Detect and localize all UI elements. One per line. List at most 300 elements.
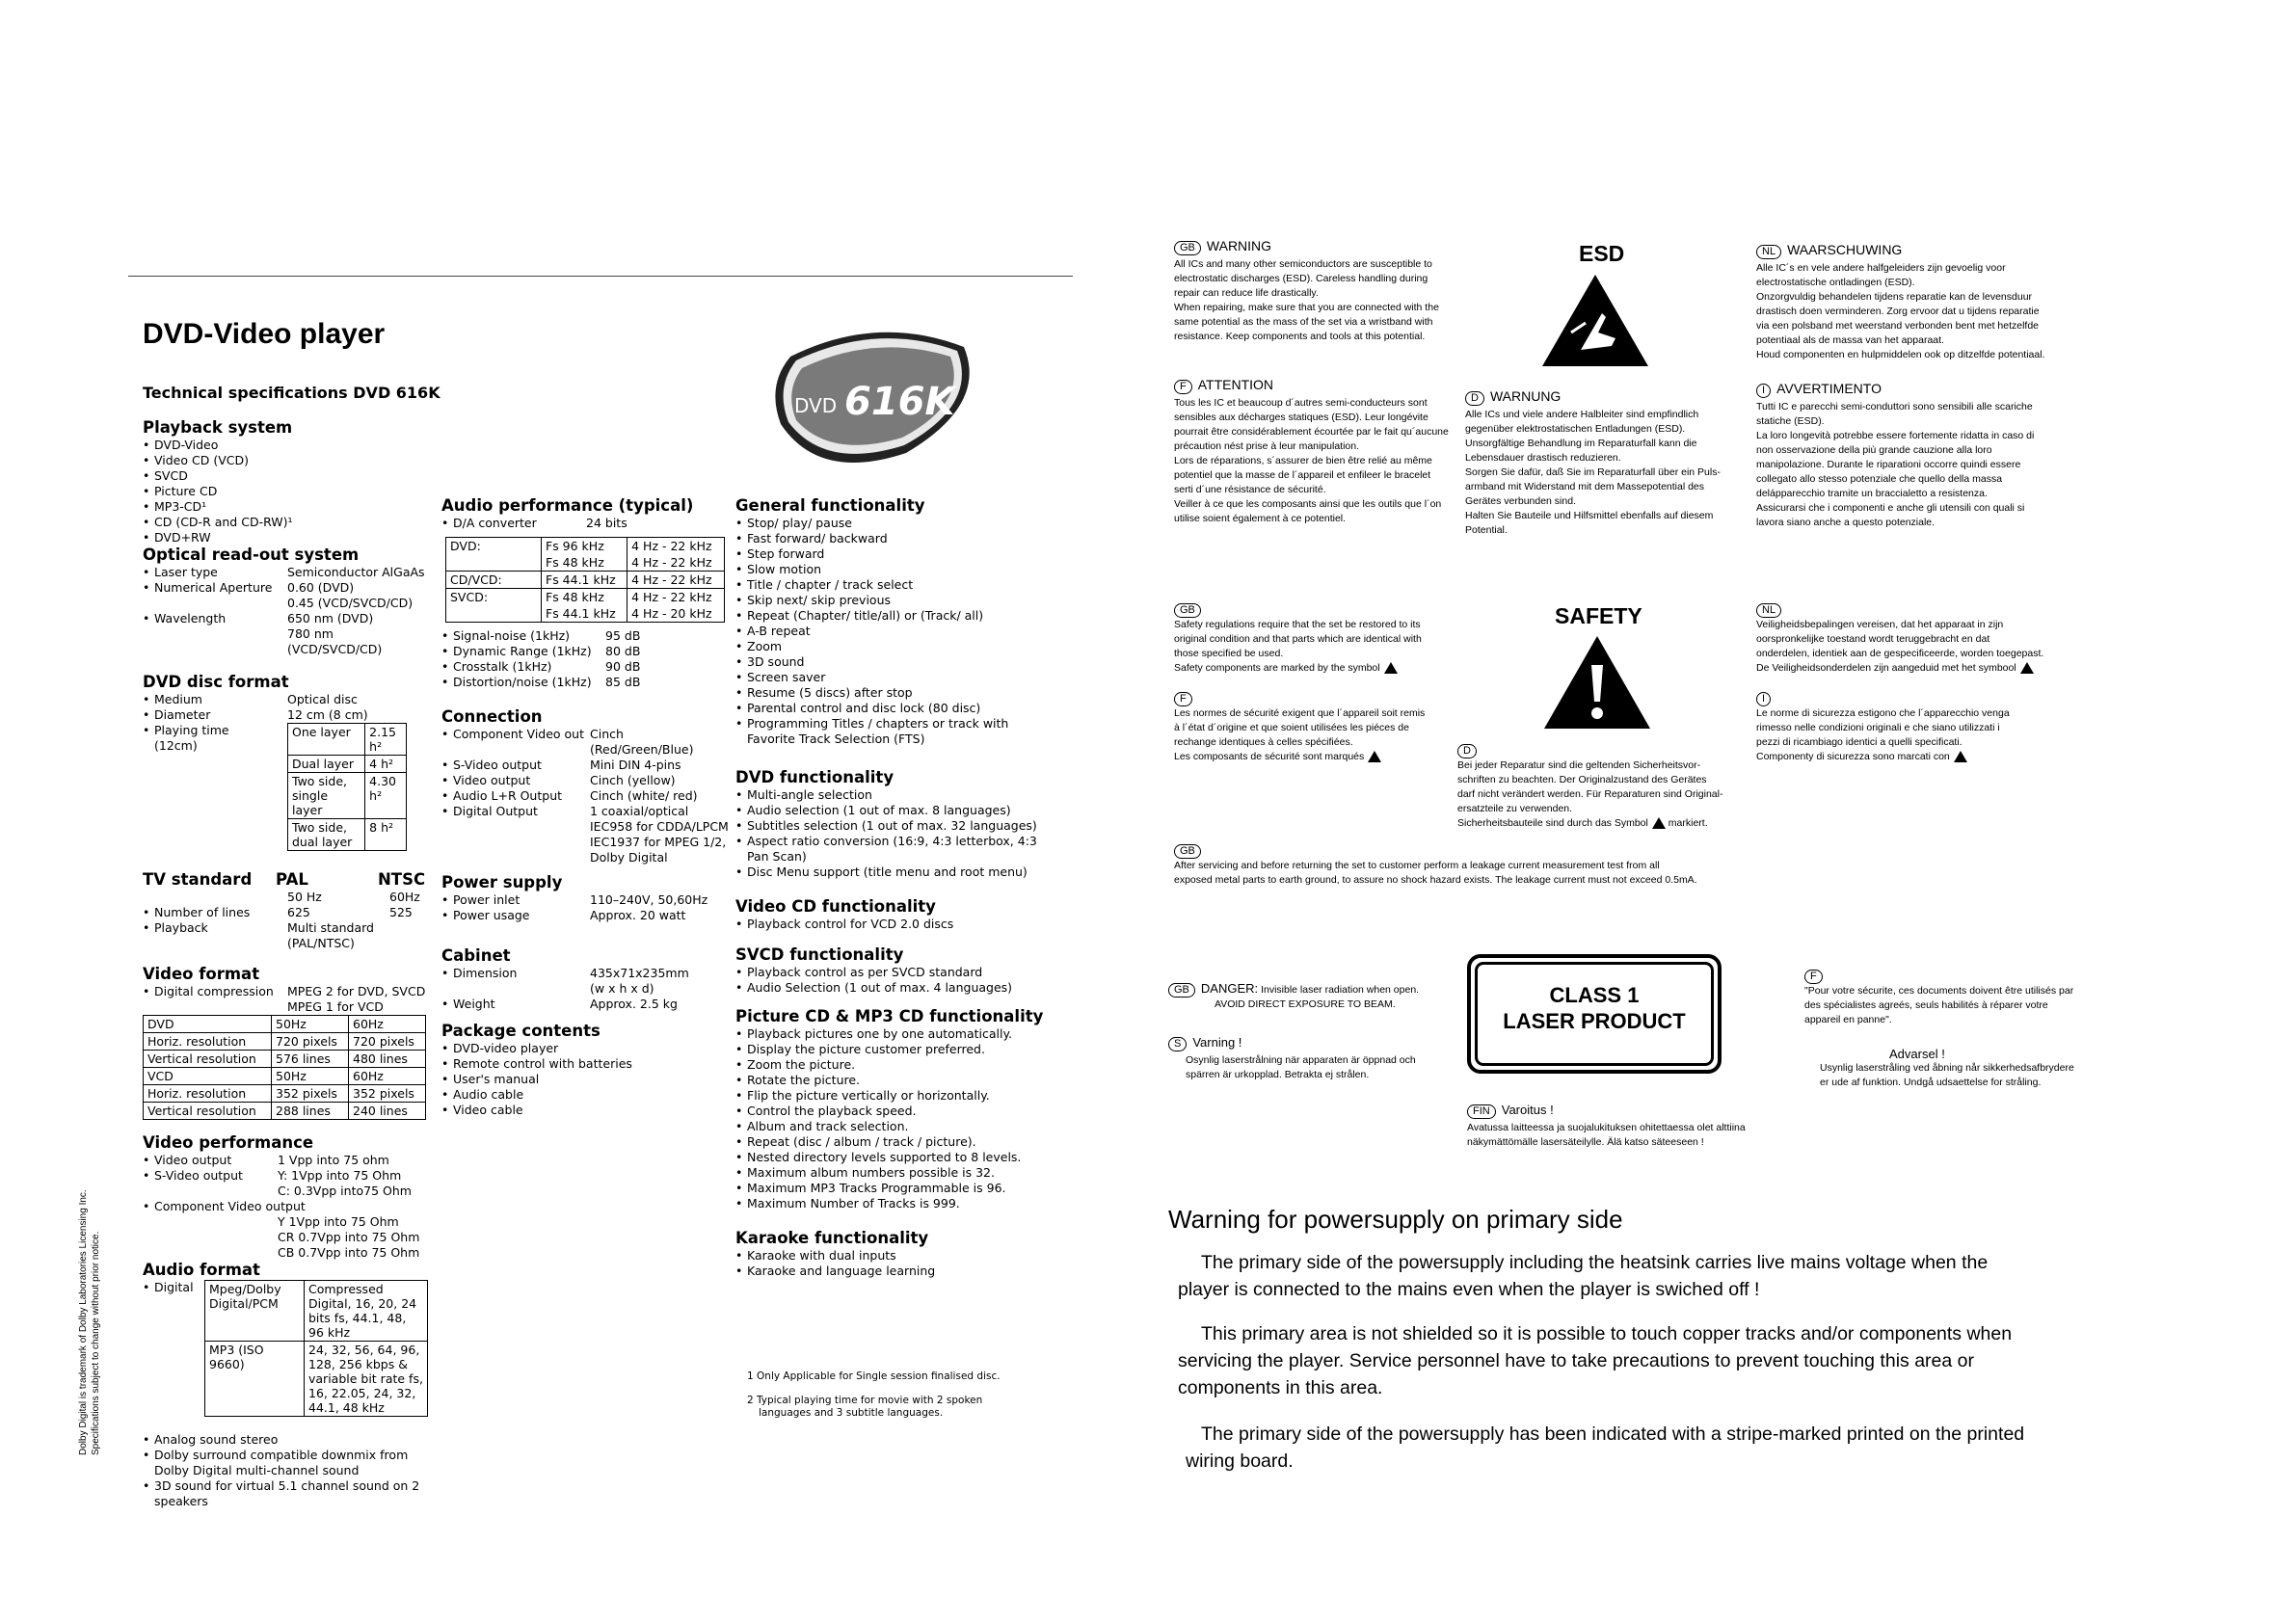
list-item [441,628,731,644]
table-cell: 60Hz [349,1016,426,1033]
footnote-1: 1 Only Applicable for Single session finalised disc. [747,1370,1001,1382]
list-item: • Repeat (disc / album / track / picture). [735,1134,1044,1150]
list-item [143,580,432,596]
text-line: oorspronkelijke toestand wordt teruggebracht en dat [1756,633,1990,645]
text-line: Veiligheidsbepalingen vereisen, dat het apparaat in zijn [1756,619,2004,630]
lang-badge: F [1174,380,1192,394]
text-line: onderdelen, identiek aan de gespecificeerde, worden toegepast. [1756,648,2044,659]
text-line: darf nicht verändert werden. Für Reparaturen sind Original- [1457,788,1723,800]
list-item: • 3D sound [735,654,1044,670]
list-item [441,804,731,819]
middle-column [441,496,731,1118]
warning-header [1804,970,2113,984]
lang-badge: GB [1174,603,1201,618]
audio-format-heading: Audio format [143,1261,260,1279]
spec-value: CR 0.7Vpp into 75 Ohm [278,1230,420,1244]
spec-value: Y 1Vpp into 75 Ohm [278,1214,399,1229]
table-row [144,1051,426,1068]
disc-heading: DVD disc format [143,673,289,691]
text-line: Houd componenten en hulpmiddelen ook op ditzelfde potentiaal. [1756,349,2045,360]
list-item: • Rotate the picture. [735,1073,1044,1088]
text-line: drastisch doen verminderen. Zorg ervoor dat u tijdens reparatie [1756,306,2040,317]
playing-time-table [287,723,407,851]
list-item: • CD (CD-R and CD-RW)¹ [143,515,432,530]
list-item: • 3D sound for virtual 5.1 channel sound on 2 speakers [143,1478,432,1509]
table-cell: Two side, single layer [288,773,365,819]
list-item: • User's manual [441,1072,731,1087]
spec-key: • Video output [453,773,531,787]
spec-key: • Digital compression [154,984,274,998]
optical-heading: Optical read-out system [143,545,360,564]
text-line: player is connected to the mains even when the player is swiched off ! [1178,1279,1760,1300]
text-line: resistance. Keep components and tools at this potential. [1174,331,1426,342]
text-line: Potential. [1465,524,1508,536]
lang-badge: GB [1168,983,1195,998]
table-cell: SVCD: [446,589,542,606]
list-item: • Aspect ratio conversion (16:9, 4:3 letterbox, 4:3 Pan Scan) [735,834,1044,865]
tv-standard-header [143,870,432,890]
spec-value: 95 dB [605,628,641,643]
lang-badge: NL [1756,603,1781,618]
text-line: Tous les IC et beaucoup d´autres semi-conducteurs sont [1174,397,1428,409]
lang-badge: GB [1174,844,1201,859]
package-heading: Package contents [441,1022,601,1040]
table-cell: Horiz. resolution [144,1033,272,1051]
table-cell: MP3 (ISO 9660) [205,1342,305,1417]
table-cell: Fs 96 kHz [542,538,627,555]
text-line: schriften zu beachten. Der Originalzustand des Gerätes [1457,774,1707,785]
table-row [205,1281,428,1342]
warning-header [1174,844,1752,859]
warning-title: WARNING [1206,238,1272,253]
table-cell: Two side, dual layer [288,819,365,851]
list-item [441,892,731,908]
list-item: • Zoom [735,639,1044,654]
text-line: Osynlig laserstrålning när apparaten är öppnad och [1186,1054,1416,1066]
list-item: • Audio selection (1 out of max. 8 languages) [735,803,1044,818]
spec-key: • Video output [154,1153,232,1167]
warning-header [1174,692,1463,706]
footnote-2: 2 Typical playing time for movie with 2 spoken languages and 3 subtitle languages. [747,1395,983,1419]
text-line: electrostatic discharges (ESD). Careless handling during [1174,273,1428,284]
list-item [143,707,432,723]
warning-title: AVVERTIMENTO [1776,381,1882,396]
spec-key: • Wavelength [154,611,227,625]
karaoke-heading: Karaoke functionality [735,1229,929,1247]
spec-subtitle: Technical specifications DVD 616K [143,384,441,402]
spec-key: • Dynamic Range (1kHz) [453,644,592,658]
text-span: Safety components are marked by the symbol [1174,662,1380,674]
warning-header [1174,376,1473,394]
notice-f [1804,970,2113,1027]
text-span: De Veiligheidsonderdelen zijn aangeduid met het symbool [1756,662,2016,674]
list-item [441,659,731,675]
spec-value: 0.60 (DVD) [287,580,355,595]
list-item: • Video cable [441,1103,731,1118]
text-line: Bei jeder Reparatur sind die geltenden Sicherheitsvor- [1457,759,1701,771]
audio-format-table [204,1280,428,1417]
list-item: • Fast forward/ backward [735,531,1044,546]
text-line: utilise soient également à ce potentiel. [1174,513,1347,524]
list-item: • Karaoke with dual inputs [735,1248,1044,1264]
list-item: • Maximum MP3 Tracks Programmable is 96. [735,1181,1044,1196]
safety-i [1756,692,2074,764]
table-cell [446,554,542,572]
list-item [441,788,731,804]
table-cell: Dual layer [288,756,365,773]
logo-dvd-text: DVD [794,394,838,417]
video-performance-heading: Video performance [143,1133,314,1152]
text-line: Tutti IC e parecchi semi-conduttori sono sensibili alle scariche [1756,401,2033,412]
warning-header [1756,603,2074,618]
warning-header [1174,237,1463,255]
tv-list [143,890,432,951]
text-line: repair can reduce life drastically. [1174,287,1319,299]
warning-header [1467,1101,1756,1119]
table-cell: 720 pixels [349,1033,426,1051]
text-line: via een polsband met weerstand verbonden bent met hetzelfde [1756,320,2040,332]
list-item [143,692,432,707]
spec-value: C: 0.3Vpp into75 Ohm [278,1184,412,1198]
safety-f [1174,692,1463,764]
spec-value: Semiconductor AlGaAs [287,565,425,579]
cabinet-heading: Cabinet [441,946,511,965]
text-line: spärren är urkopplad. Betrakta ej strålen. [1186,1069,1370,1080]
warning-header [1168,1033,1457,1051]
warning-f [1174,376,1473,526]
spec-key: • Medium [154,692,202,706]
text-line: same potential as the mass of the set via a wristband with [1174,316,1433,328]
list-item: • Dolby surround compatible downmix from Dolby Digital multi-channel sound [143,1448,432,1478]
list-item: • Remote control with batteries [441,1056,731,1072]
list-item [143,920,432,951]
spec-key: • S-Video output [453,758,542,772]
text-line: La loro longevità potrebbe essere fortemente ridatta in caso di [1756,430,2035,441]
table-row [144,1033,426,1051]
spec-value: IEC958 for CDDA/LPCM [590,819,729,834]
list-item: • MP3-CD¹ [143,499,432,515]
list-item: • SVCD [143,468,432,484]
list-item: • Playback control for VCD 2.0 discs [735,917,1044,932]
text-line: armband mit Widerstand mit dem Massepotential des [1465,481,1705,492]
dvd-functionality-heading: DVD functionality [735,768,894,786]
text-line [1174,661,1463,676]
list-item: • Picture CD [143,484,432,499]
right-spec-column [735,496,1044,1279]
table-cell: Vertical resolution [144,1103,272,1120]
text-line: des spécialistes agreés, seuls habilités à réparer votre [1804,999,2048,1011]
spec-key: • Power usage [453,908,530,922]
text-span: Componenty di sicurezza sono marcati con [1756,751,1950,762]
text-line: "Pour votre sécurite, ces documents doivent être utilisés par [1804,985,2074,997]
text-line: manipolazione. Durante le riparationi occorre quindi essere [1756,459,2021,470]
class1-inner [1475,962,1714,1066]
warning-header [1756,380,2074,398]
powersupply-text [1178,1249,2142,1475]
text-line: Le norme di sicurezza estigono che l´apparecchio venga [1756,707,2010,719]
spec-value: (w x h x d) [590,981,654,996]
text-span: markiert. [1668,817,1708,829]
list-item: • Multi-angle selection [735,787,1044,803]
spec-key: • Power inlet [453,892,521,907]
text-line: Avatussa laitteessa ja suojalukituksen ohitettaessa olet alttiina [1467,1122,1746,1133]
text-line: delápparecchio tramite un braccialetto a resistenza. [1756,488,1988,499]
spec-key: • Diameter [154,707,211,722]
side-note [77,1147,102,1455]
list-item: • Album and track selection. [735,1119,1044,1134]
spec-key: • Audio L+R Output [453,788,563,803]
table-cell: 4 h² [365,756,407,773]
lang-badge: FIN [1467,1104,1496,1119]
safety-d [1457,744,1756,831]
spec-value: Dolby Digital [590,850,668,865]
table-cell: 8 h² [365,819,407,851]
side-note-line: Dolby Digital is trademark of Dolby Laboratories Licensing Inc. [78,1189,89,1455]
text-line: Alle ICs und viele andere Halbleiter sind empfindlich [1465,409,1699,420]
general-list [735,516,1044,747]
spec-value: 625 [287,905,310,919]
warning-title: WARNUNG [1489,388,1562,404]
text-line: wiring board. [1186,1450,1294,1472]
list-item: • Skip next/ skip previous [735,593,1044,608]
table-cell: Fs 44.1 kHz [542,605,627,623]
audio-extras-list [143,1432,432,1509]
lang-badge: D [1465,391,1484,406]
text-line: appareil en panne". [1804,1014,1892,1025]
warning-title: ATTENTION [1197,377,1274,392]
spec-value: Y: 1Vpp into 75 Ohm [278,1168,402,1183]
list-item [441,835,731,850]
audio-format-list [143,1280,432,1417]
text-line: AVOID DIRECT EXPOSURE TO BEAM. [1215,998,1396,1010]
list-item: • Maximum Number of Tracks is 999. [735,1196,1044,1211]
table-cell: One layer [288,724,365,756]
text-line: précaution nést prise à leur manipulation. [1174,440,1360,452]
list-item: • Slow motion [735,562,1044,577]
spec-value: 780 nm (VCD/SVCD/CD) [287,626,383,656]
spec-key: • Dimension [453,966,518,980]
warning-d [1465,387,1754,538]
spec-key: • Laser type [154,565,218,579]
spec-key: • Component Video out [453,727,585,741]
spec-key: • D/A converter [453,516,537,530]
picture-cd-heading: Picture CD & MP3 CD functionality [735,1007,1044,1025]
text-line: potentiaal als de massa van het apparaat. [1756,334,1944,346]
text-line: components in this area. [1178,1377,1383,1398]
list-item: • Display the picture customer preferred. [735,1042,1044,1057]
audio-performance-table [445,537,725,623]
text-line: servicing the player. Service personnel have to take precautions to prevent touching this area or [1178,1350,1974,1371]
spec-value: 650 nm (DVD) [287,611,374,625]
list-item: • Control the playback speed. [735,1104,1044,1119]
text-line: After servicing and before returning the set to customer perform a leakage current measurement test from all [1174,860,1660,871]
spec-value: Approx. 20 watt [590,908,686,922]
table-cell: 576 lines [272,1051,349,1068]
spec-key: • Signal-noise (1kHz) [453,628,571,643]
picture-cd-list [735,1026,1044,1211]
spec-value: 90 dB [605,659,641,674]
table-cell: 4 Hz - 22 kHz [627,572,725,589]
cabinet-list [441,966,731,1012]
table-cell: VCD [144,1068,272,1085]
text-line: exposed metal parts to earth ground, to assure no shock hazard exists. The leakage current must not exceed 0.5mA. [1174,874,1697,886]
spec-key-line: (12cm) [154,738,198,753]
list-item [143,565,432,580]
lang-badge: NL [1756,245,1781,259]
table-cell: 352 pixels [349,1085,426,1103]
table-row [144,1085,426,1103]
table-cell: 288 lines [272,1103,349,1120]
lang-badge: F [1174,692,1192,706]
list-item: • Stop/ play/ pause [735,516,1044,531]
text-line: collegato allo stesso potenziale che quello della massa [1756,473,2003,485]
spec-value: Optical disc [287,692,358,706]
list-item [143,1153,432,1168]
top-rule [128,276,1073,277]
list-item [143,1280,432,1417]
svcd-functionality-heading: SVCD functionality [735,945,904,964]
table-row [144,1068,426,1085]
spec-value: Mini DIN 4-pins [590,758,681,772]
warning-title: Varning ! [1192,1035,1242,1050]
text-line: Gerätes verbunden sind. [1465,495,1576,507]
text-line: Sorgen Sie dafür, daß Sie im Reparaturfall über ein Puls- [1465,466,1721,478]
list-item [143,999,432,1015]
spec-key: • Digital Output [453,804,538,818]
list-item: • Repeat (Chapter/ title/all) or (Track/ all) [735,608,1044,624]
list-item [441,981,731,997]
list-item [143,1230,432,1245]
optical-list [143,565,432,657]
text-line: pourrait être considérablement écourtée par le fait qu´aucune [1174,426,1449,438]
list-item: • Component Video output [143,1199,432,1214]
table-cell: 50Hz [272,1068,349,1085]
text-line: pezzi di ricambiago identici a quelli specificati. [1756,736,1962,748]
warning-nl [1756,241,2074,362]
text-line: gegenüber elektrostatischen Entladungen (ESD). [1465,423,1686,435]
lang-badge: D [1457,744,1477,758]
text-line: potentiel que la masse de l´appareil et enfileer le bracelet [1174,469,1431,481]
warning-title: Advarsel ! [1889,1047,1945,1061]
text-span: Sicherheitsbauteile sind durch das Symbol [1457,817,1648,829]
list-item: • Parental control and disc lock (80 disc) [735,701,1044,716]
safety-gb [1174,603,1463,676]
text-line: When repairing, make sure that you are connected with the [1174,302,1439,313]
text-line: statiche (ESD). [1756,415,1825,427]
power-supply-list [441,892,731,923]
text-line: Lebensdauer drastisch reduzieren. [1465,452,1621,464]
table-cell: 4 Hz - 20 kHz [627,605,725,623]
list-item: • Flip the picture vertically or horizontally. [735,1088,1044,1104]
table-cell: Horiz. resolution [144,1085,272,1103]
table-cell: Compressed Digital, 16, 20, 24 bits fs, 44.1, 48, 96 kHz [305,1281,428,1342]
warning-triangle-icon [1384,662,1398,674]
list-item [143,1214,432,1230]
spec-key-line: Playing time [154,723,229,737]
table-cell: Fs 44.1 kHz [542,572,627,589]
left-column [143,418,432,1509]
text-line [1756,661,2074,676]
list-item [143,890,432,905]
list-item [143,905,432,920]
text-line: Alle IC´s en vele andere halfgeleiders zijn gevoelig voor [1756,262,2006,274]
list-item: • Subtitles selection (1 out of max. 32 languages) [735,818,1044,834]
text-line: Veiller à ce que les composants ainsi que les outils que l´on [1174,498,1442,510]
text-line: electrostatische ontladingen (ESD). [1756,277,1915,288]
warning-title: Varoitus ! [1501,1103,1554,1117]
table-cell: 4 Hz - 22 kHz [627,554,725,572]
text-line: näkymättömälle lasersäteilylle. Älä katso säteeseen ! [1467,1136,1704,1148]
table-cell: 4 Hz - 22 kHz [627,538,725,555]
table-row [446,554,725,572]
text-line: rechange identiques à celles spécifiées. [1174,736,1353,748]
spec-key [154,723,287,851]
spec-value: IEC1937 for MPEG 1/2, [590,835,727,849]
varoitus-fin [1467,1101,1756,1150]
text-line: er ude af funktion. Undgå udsaettelse for stråling. [1820,1077,2042,1088]
text-line: Safety regulations require that the set be restored to its [1174,619,1421,630]
table-row [288,773,407,819]
list-item: • DVD-Video [143,438,432,453]
warning-header [1174,603,1463,618]
warning-header [1457,744,1756,758]
spec-value: 525 [389,905,413,919]
spec-value: 12 cm (8 cm) [287,707,368,722]
table-cell: 24, 32, 56, 64, 96, 128, 256 kbps & variable bit rate fs, 16, 22.05, 24, 32, 44.1, 48 kHz [305,1342,428,1417]
spec-key: • Distortion/noise (1kHz) [453,675,592,689]
tv-heading: TV standard [143,870,253,889]
table-cell: 60Hz [349,1068,426,1085]
text-line: All ICs and many other semiconductors are susceptible to [1174,258,1432,270]
list-item: • DVD+RW [143,530,432,545]
table-cell: Fs 48 kHz [542,589,627,606]
warning-triangle-icon [1652,817,1666,829]
class1-laser-label [1467,954,1722,1074]
list-item: • Playback control as per SVCD standard [735,965,1044,980]
list-item: • A-B repeat [735,624,1044,639]
text-line: Halten Sie Bauteile und Hilfsmittel ebenfalls auf diesem [1465,510,1714,521]
spec-value: 60Hz [389,890,420,904]
list-item: • DVD-video player [441,1041,731,1056]
spec-value: 110–240V, 50,60Hz [590,892,708,907]
warning-triangle-icon [1368,751,1381,762]
table-cell [446,605,542,623]
table-cell: 2.15 h² [365,724,407,756]
table-row [446,589,725,606]
table-cell: 240 lines [349,1103,426,1120]
spec-key: • Numerical Aperture [154,580,273,595]
table-row [288,756,407,773]
table-cell: Fs 48 kHz [542,554,627,572]
spec-value: MPEG 1 for VCD [287,999,384,1014]
list-item: • Video CD (VCD) [143,453,432,468]
list-item: • Step forward [735,546,1044,562]
table-cell: CD/VCD: [446,572,542,589]
text-line: lavora siano anche a questo potenziale. [1756,517,1936,528]
table-row [446,605,725,623]
safety-nl [1756,603,2074,676]
list-item: • Maximum album numbers possible is 32. [735,1165,1044,1181]
table-cell: 4.30 h² [365,773,407,819]
svcd-functionality-list [735,965,1044,996]
table-cell: Mpeg/Dolby Digital/PCM [205,1281,305,1342]
spec-value: 24 bits [586,516,627,530]
karaoke-list [735,1248,1044,1279]
text-line: Les normes de sécurité exigent que l´appareil soit remis [1174,707,1426,719]
spec-value: CB 0.7Vpp into 75 Ohm [278,1245,420,1260]
warning-header [1465,387,1754,406]
list-item: • Audio Selection (1 out of max. 4 languages) [735,980,1044,996]
